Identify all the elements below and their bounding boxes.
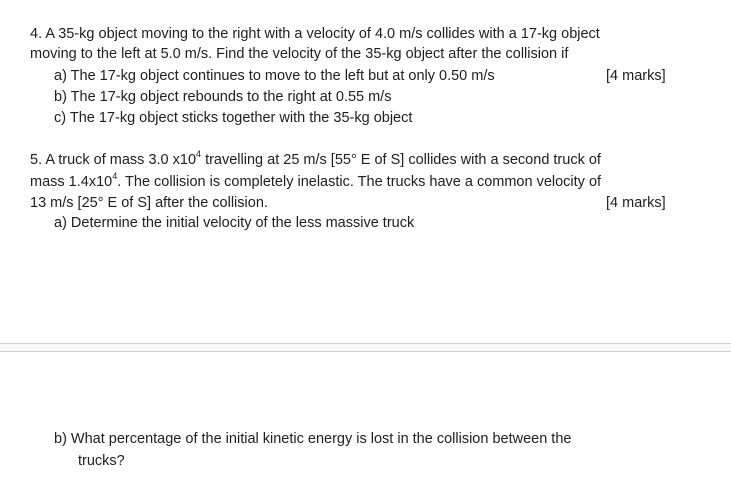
q5-line-3: 13 m/s [25° E of S] after the collision. [30, 195, 268, 211]
q5-line-2-exponent: 4 [112, 171, 118, 182]
q4-line-1: 4. A 35-kg object moving to the right with a velocity of 4.0 m/s collides with a 17-kg object [30, 26, 600, 42]
q5-line-2-pre: mass 1.4x10 [30, 174, 113, 190]
q4-part-a: a) The 17-kg object continues to move to the left but at only 0.50 m/s [54, 68, 495, 84]
q4-line-2: moving to the left at 5.0 m/s. Find the velocity of the 35-kg object after the collision if [30, 46, 569, 62]
q5-line-1-exponent: 4 [196, 149, 202, 160]
q4-marks: [4 marks] [606, 68, 666, 84]
q4-part-b: b) The 17-kg object rebounds to the right at 0.55 m/s [54, 89, 392, 105]
q5-part-b-line-1: b) What percentage of the initial kinetic energy is lost in the collision between the [54, 431, 572, 447]
q5-part-a: a) Determine the initial velocity of the less massive truck [54, 215, 415, 231]
q5-line-1 [30, 151, 601, 169]
page-break-bottom-divider [0, 351, 731, 352]
page-gap [0, 344, 731, 351]
q5-line-2 [30, 173, 601, 191]
q4-part-c: c) The 17-kg object sticks together with the 35-kg object [54, 110, 413, 126]
q5-line-2-post: . The collision is completely inelastic. The trucks have a common velocity of [117, 174, 602, 190]
q5-part-b-line-2: trucks? [78, 453, 125, 469]
q5-line-1-pre: 5. A truck of mass 3.0 x10 [30, 152, 197, 168]
q5-line-1-post: travelling at 25 m/s [55° E of S] collides with a second truck of [201, 152, 601, 168]
page-break-top-divider [0, 343, 731, 344]
q5-marks: [4 marks] [606, 195, 666, 211]
